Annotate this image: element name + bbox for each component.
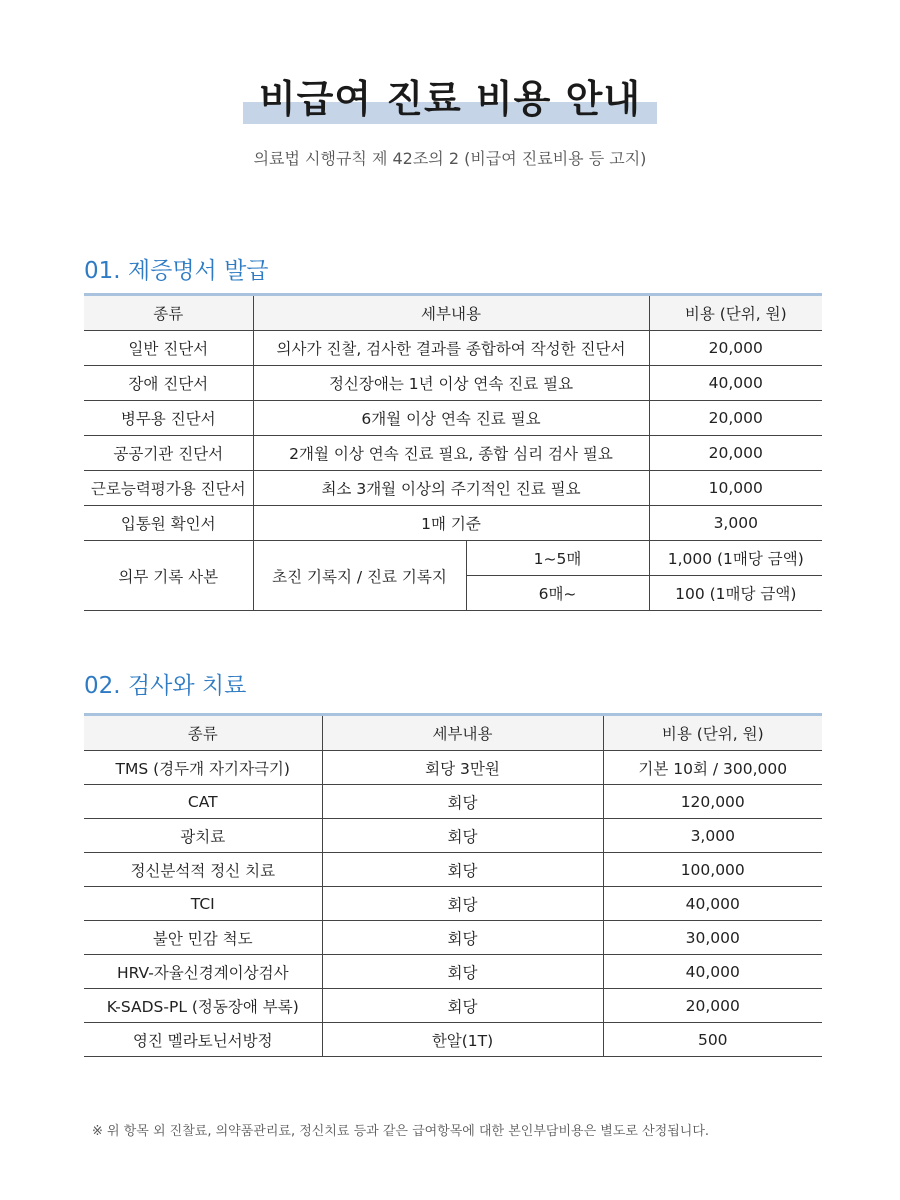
cell-type: TCI: [84, 887, 322, 921]
cell-detail: 한알(1T): [322, 1023, 603, 1057]
cell-cost: 20,000: [649, 401, 822, 436]
cell-cost: 40,000: [649, 366, 822, 401]
table-row: [84, 1023, 822, 1057]
cell-quantity: 1~5매: [466, 541, 649, 576]
section-title-tests-treatments: 02. 검사와 치료: [84, 673, 247, 699]
cell-type: 근로능력평가용 진단서: [84, 471, 253, 506]
page-title: 비급여 진료 비용 안내: [258, 77, 642, 121]
cell-cost: 10,000: [649, 471, 822, 506]
cell-detail: 회당: [322, 785, 603, 819]
cell-cost: 30,000: [603, 921, 822, 955]
table-row: [84, 436, 822, 471]
cell-detail: 회당: [322, 921, 603, 955]
column-header-cost: 비용 (단위, 원): [603, 715, 822, 751]
cell-cost: 500: [603, 1023, 822, 1057]
cell-type: 불안 민감 척도: [84, 921, 322, 955]
cell-type: 장애 진단서: [84, 366, 253, 401]
cell-cost: 40,000: [603, 955, 822, 989]
page-header: [0, 72, 900, 126]
cell-type: 공공기관 진단서: [84, 436, 253, 471]
cell-type: HRV-자율신경계이상검사: [84, 955, 322, 989]
column-header-detail: 세부내용: [253, 295, 649, 331]
cell-type: 영진 멜라토닌서방정: [84, 1023, 322, 1057]
cell-cost: 3,000: [649, 506, 822, 541]
cell-type: 입통원 확인서: [84, 506, 253, 541]
cell-type: CAT: [84, 785, 322, 819]
table-row: [84, 541, 822, 576]
cell-type: 일반 진단서: [84, 331, 253, 366]
table-row: [84, 331, 822, 366]
cell-detail: 회당: [322, 989, 603, 1023]
cell-detail: 회당: [322, 887, 603, 921]
cell-detail: 의사가 진찰, 검사한 결과를 종합하여 작성한 진단서: [253, 331, 649, 366]
cell-detail: 2개월 이상 연속 진료 필요, 종합 심리 검사 필요: [253, 436, 649, 471]
column-header-type: 종류: [84, 295, 253, 331]
cell-detail: 회당 3만원: [322, 751, 603, 785]
cell-cost: 20,000: [603, 989, 822, 1023]
cell-detail: 최소 3개월 이상의 주기적인 진료 필요: [253, 471, 649, 506]
cell-type: K-SADS-PL (정동장애 부록): [84, 989, 322, 1023]
cell-type: 병무용 진단서: [84, 401, 253, 436]
table-row: [84, 506, 822, 541]
cell-type: TMS (경두개 자기자극기): [84, 751, 322, 785]
cell-cost: 3,000: [603, 819, 822, 853]
cell-quantity: 6매~: [466, 576, 649, 611]
cell-cost: 20,000: [649, 331, 822, 366]
cell-detail: 초진 기록지 / 진료 기록지: [253, 541, 466, 611]
table-row: [84, 921, 822, 955]
column-header-cost: 비용 (단위, 원): [649, 295, 822, 331]
table-row: [84, 785, 822, 819]
cell-cost: 1,000 (1매당 금액): [649, 541, 822, 576]
cell-cost: 100,000: [603, 853, 822, 887]
table-row: [84, 955, 822, 989]
cell-type: 의무 기록 사본: [84, 541, 253, 611]
certificates-table: [84, 293, 822, 611]
table-row: [84, 401, 822, 436]
cell-cost: 100 (1매당 금액): [649, 576, 822, 611]
cell-cost: 기본 10회 / 300,000: [603, 751, 822, 785]
table-row: [84, 366, 822, 401]
page-title-box: [243, 72, 657, 126]
cell-detail: 정신장애는 1년 이상 연속 진료 필요: [253, 366, 649, 401]
page-subtitle: 의료법 시행규칙 제 42조의 2 (비급여 진료비용 등 고지): [253, 149, 647, 168]
cell-cost: 120,000: [603, 785, 822, 819]
cell-type: 광치료: [84, 819, 322, 853]
cell-detail: 6개월 이상 연속 진료 필요: [253, 401, 649, 436]
tests-treatments-table: [84, 713, 822, 1057]
column-header-detail: 세부내용: [322, 715, 603, 751]
cell-detail: 회당: [322, 853, 603, 887]
cell-detail: 회당: [322, 955, 603, 989]
table-row: [84, 819, 822, 853]
table-row: [84, 471, 822, 506]
cell-cost: 20,000: [649, 436, 822, 471]
section-title-certificates: 01. 제증명서 발급: [84, 258, 269, 284]
table-row: [84, 989, 822, 1023]
footnote: ※ 위 항목 외 진찰료, 의약품관리료, 정신치료 등과 같은 급여항목에 대한 본인부담비용은 별도로 산정됩니다.: [92, 1124, 710, 1139]
table-row: [84, 751, 822, 785]
cell-cost: 40,000: [603, 887, 822, 921]
column-header-type: 종류: [84, 715, 322, 751]
cell-type: 정신분석적 정신 치료: [84, 853, 322, 887]
table-header-row: [84, 295, 822, 331]
table-header-row: [84, 715, 822, 751]
cell-detail: 회당: [322, 819, 603, 853]
table-row: [84, 853, 822, 887]
table-row: [84, 887, 822, 921]
cell-detail: 1매 기준: [253, 506, 649, 541]
